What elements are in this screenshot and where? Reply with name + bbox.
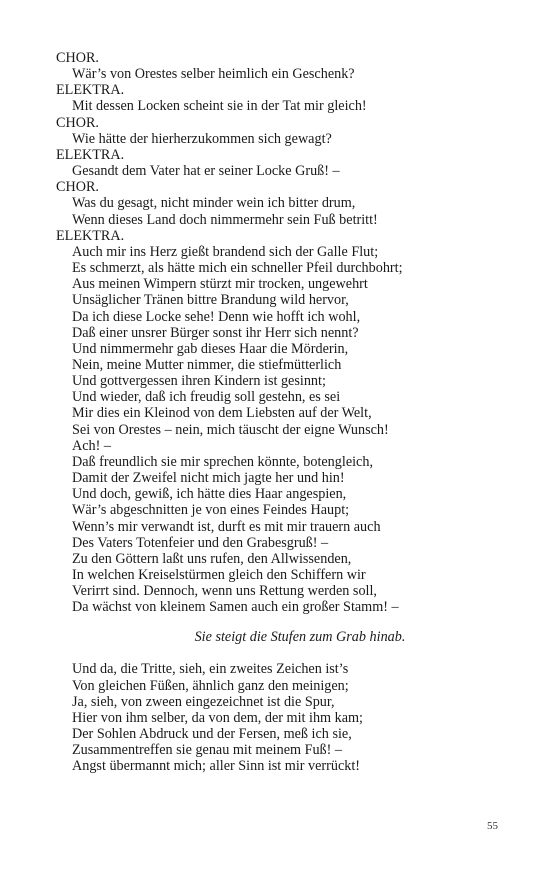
verse-line: Nein, meine Mutter nimmer, die stiefmütterlich — [72, 356, 342, 373]
speaker-name: CHOR. — [56, 114, 99, 131]
verse-line: Hier von ihm selber, da von dem, der mit ihm kam; — [72, 709, 364, 726]
verse-line: Da ich diese Locke sehe! Denn wie hofft ich wohl, — [72, 308, 361, 325]
speaker-name: ELEKTRA. — [56, 146, 125, 163]
verse-line: Angst übermannt mich; aller Sinn ist mir verrückt! — [72, 758, 361, 775]
verse-line: Mir dies ein Kleinod von dem Liebsten auf der Welt, — [72, 405, 372, 422]
verse-line: Wär’s von Orestes selber heimlich ein Geschenk? — [72, 66, 355, 83]
verse-line: In welchen Kreiselstürmen gleich den Schiffern wir — [72, 567, 366, 583]
verse-line: Ja, sieh, von zween eingezeichnet ist die Spur, — [72, 693, 335, 710]
verse-line: Daß einer unsrer Bürger sonst ihr Herr sich nennt? — [72, 324, 359, 341]
verse-line: Sei von Orestes – nein, mich täuscht der eigne Wunsch! — [72, 421, 389, 438]
verse-line: Von gleichen Füßen, ähnlich ganz den meinigen; — [72, 677, 349, 694]
speaker-name: CHOR. — [56, 179, 99, 196]
verse-line: Und da, die Tritte, sieh, ein zweites Zeichen ist’s — [72, 661, 349, 678]
dialogue-block-2 — [56, 661, 496, 774]
book-page — [56, 50, 496, 775]
verse-line: Der Sohlen Abdruck und der Fersen, meß ich sie, — [72, 726, 352, 743]
verse-line: Des Vaters Totenfeier und den Grabesgruß! – — [72, 534, 329, 551]
verse-line: Zusammentreffen sie genau mit meinem Fuß! – — [72, 742, 343, 759]
verse-line: Und doch, gewiß, ich hätte dies Haar angespien, — [72, 486, 347, 503]
verse-line: Auch mir ins Herz gießt brandend sich der Galle Flut; — [72, 243, 379, 260]
speaker-name: ELEKTRA. — [56, 227, 125, 244]
verse-line: Da wächst von kleinem Samen auch ein großer Stamm! – — [72, 599, 399, 616]
dialogue-block-1 — [56, 50, 496, 615]
verse-line: Und gottvergessen ihren Kindern ist gesinnt; — [72, 373, 326, 390]
verse-line: Wie hätte der hierherzukommen sich gewagt? — [72, 130, 332, 147]
stage-direction: Sie steigt die Stufen zum Grab hinab. — [194, 629, 406, 646]
verse-line: Und wieder, daß ich freudig soll gestehn, es sei — [72, 389, 341, 406]
page-number: 55 — [487, 820, 498, 832]
verse-line: Damit der Zweifel nicht mich jagte her und hin! — [72, 470, 345, 487]
verse-line: Gesandt dem Vater hat er seiner Locke Gruß! – — [72, 163, 340, 180]
verse-line: Zu den Göttern laßt uns rufen, den Allwissenden, — [72, 550, 352, 567]
verse-line: Wär’s abgeschnitten je von eines Feindes Haupt; — [72, 502, 350, 519]
verse-line: Was du gesagt, nicht minder wein ich bitter drum, — [72, 195, 356, 212]
verse-line: Ach! – — [72, 437, 112, 454]
verse-line: Wenn’s mir verwandt ist, durft es mit mir trauern auch — [72, 518, 381, 535]
verse-line: Unsäglicher Tränen bittre Brandung wild hervor, — [72, 292, 349, 309]
speaker-name: CHOR. — [56, 50, 99, 66]
speaker-name: ELEKTRA. — [56, 82, 125, 99]
verse-line: Es schmerzt, als hätte mich ein schneller Pfeil durchbohrt; — [72, 260, 403, 277]
verse-line: Wenn dieses Land doch nimmermehr sein Fuß betritt! — [72, 211, 378, 228]
verse-line: Mit dessen Locken scheint sie in der Tat mir gleich! — [72, 98, 367, 115]
verse-line: Aus meinen Wimpern stürzt mir trocken, ungewehrt — [72, 276, 368, 293]
verse-line: Daß freundlich sie mir sprechen könnte, botengleich, — [72, 453, 373, 470]
verse-line: Verirrt sind. Dennoch, wenn uns Rettung werden soll, — [72, 583, 377, 600]
verse-line: Und nimmermehr gab dieses Haar die Mörderin, — [72, 340, 349, 357]
